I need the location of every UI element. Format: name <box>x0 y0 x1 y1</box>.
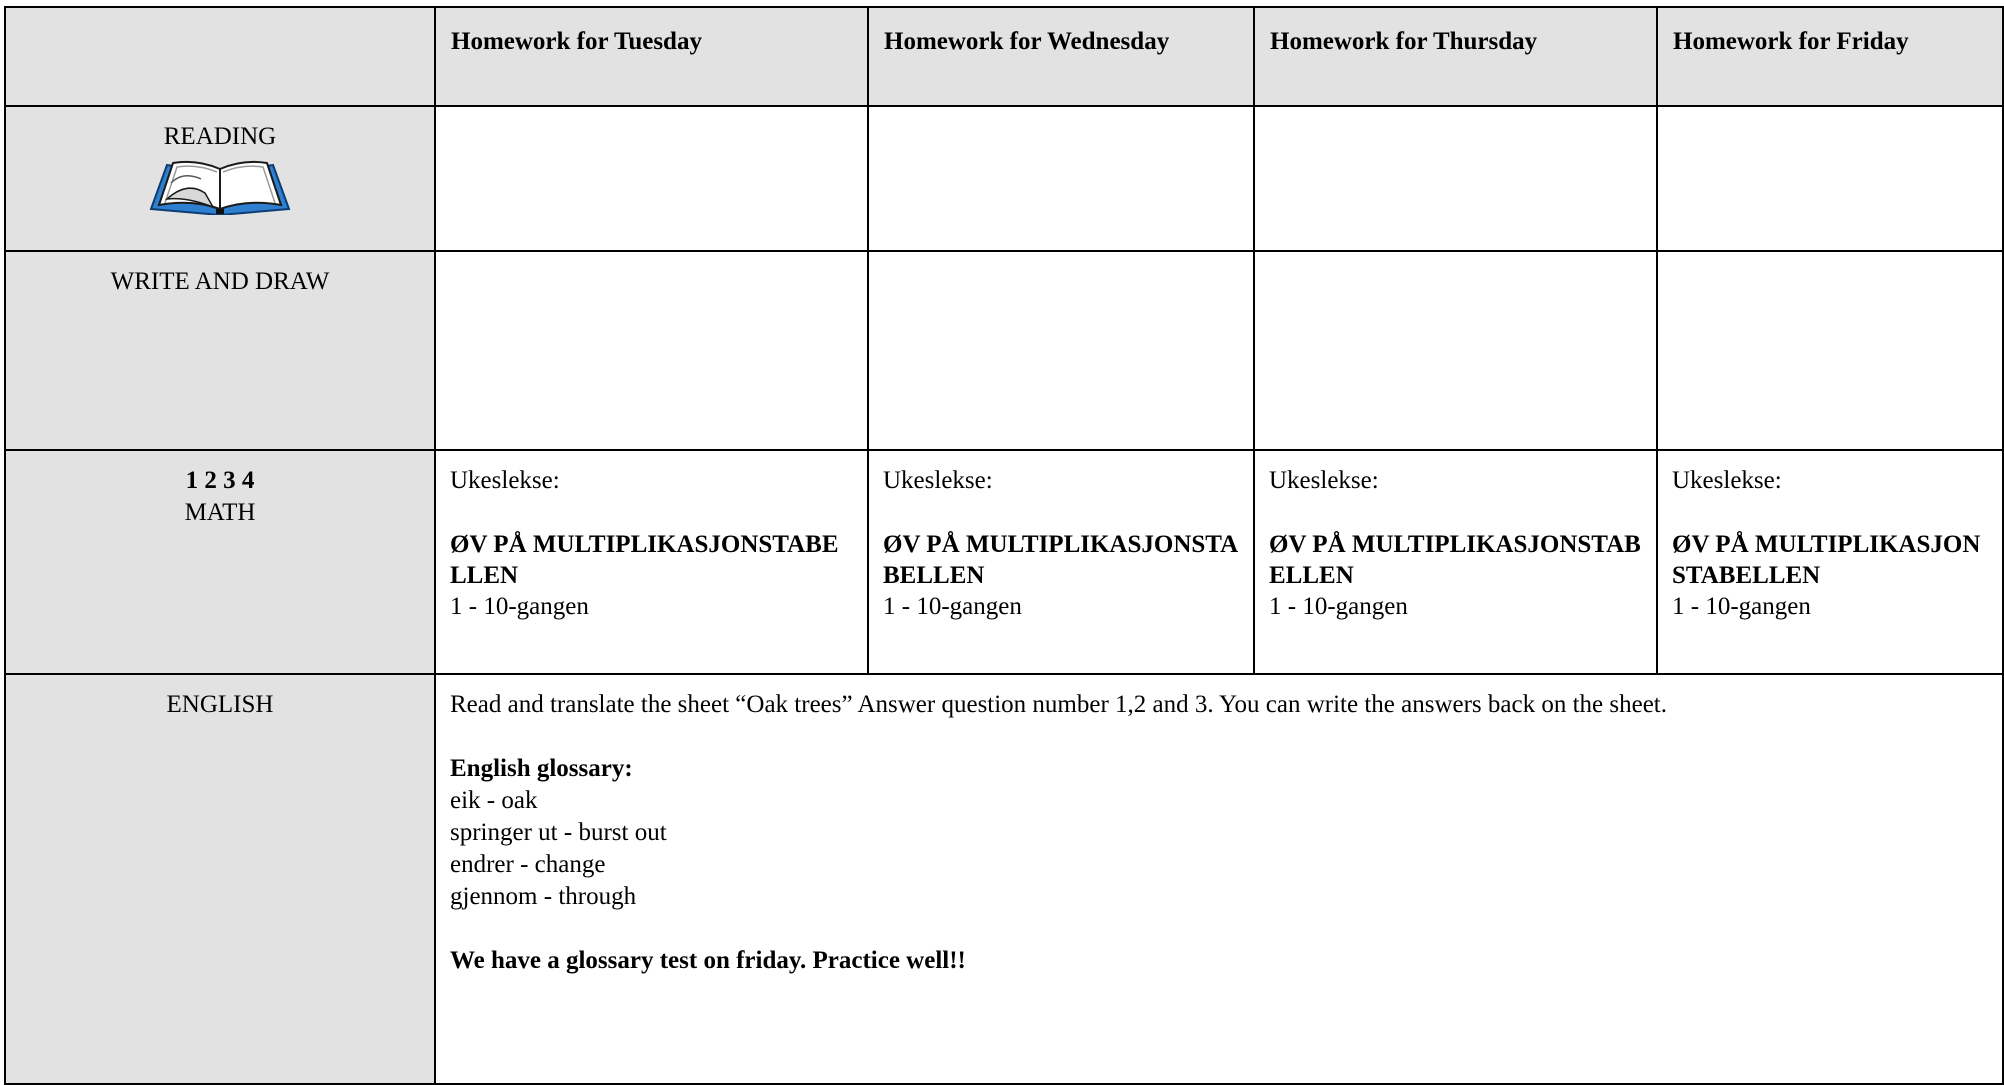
english-label-cell <box>5 674 435 1084</box>
glossary-item: springer ut - burst out <box>450 819 667 846</box>
math-friday-cell <box>1657 450 2003 674</box>
math-tuesday-cell <box>435 450 868 674</box>
header-friday: Homework for Friday <box>1657 7 2003 106</box>
open-book-icon <box>147 159 293 215</box>
math-thursday-cell <box>1254 450 1657 674</box>
math-intro: Ukeslekse: <box>1672 467 1782 494</box>
reading-friday-cell <box>1657 106 2003 251</box>
math-row <box>5 450 2003 674</box>
write-draw-row <box>5 251 2003 450</box>
english-row <box>5 674 2003 1084</box>
reading-tuesday-cell <box>435 106 868 251</box>
math-range: 1 - 10-gangen <box>1269 593 1408 620</box>
math-range: 1 - 10-gangen <box>1672 593 1811 620</box>
math-intro: Ukeslekse: <box>450 467 560 494</box>
math-range: 1 - 10-gangen <box>450 593 589 620</box>
reading-label: READING <box>163 123 277 150</box>
math-label: MATH <box>184 499 256 526</box>
reading-thursday-cell <box>1254 106 1657 251</box>
corner-cell <box>5 7 435 106</box>
header-tuesday: Homework for Tuesday <box>435 7 868 106</box>
homework-table <box>4 6 2004 1085</box>
write-draw-thursday-cell <box>1254 251 1657 450</box>
english-label: ENGLISH <box>166 691 274 718</box>
english-content-cell <box>435 674 2003 1084</box>
english-instruction: Read and translate the sheet “Oak trees” Answer question number 1,2 and 3. You can write the answers back on the sheet. <box>450 691 1668 718</box>
glossary-item: gjennom - through <box>450 883 637 910</box>
math-task: ØV PÅ MULTIPLIKASJONSTABELLEN <box>1269 531 1641 589</box>
math-label-cell <box>5 450 435 674</box>
write-draw-label-cell <box>5 251 435 450</box>
write-draw-friday-cell <box>1657 251 2003 450</box>
glossary-item: endrer - change <box>450 851 606 878</box>
math-wednesday-cell <box>868 450 1254 674</box>
write-draw-label: WRITE AND DRAW <box>110 268 330 295</box>
glossary-test-note: We have a glossary test on friday. Practice well!! <box>450 947 966 974</box>
header-row <box>5 7 2003 106</box>
reading-label-cell <box>5 106 435 251</box>
math-task: ØV PÅ MULTIPLIKASJONSTABELLEN <box>450 531 839 589</box>
math-intro: Ukeslekse: <box>1269 467 1379 494</box>
math-range: 1 - 10-gangen <box>883 593 1022 620</box>
header-thursday: Homework for Thursday <box>1254 7 1657 106</box>
math-intro: Ukeslekse: <box>883 467 993 494</box>
reading-wednesday-cell <box>868 106 1254 251</box>
math-task: ØV PÅ MULTIPLIKASJONSTABELLEN <box>1672 531 1981 589</box>
write-draw-tuesday-cell <box>435 251 868 450</box>
math-numbers-label: 1 2 3 4 <box>185 467 255 494</box>
reading-row <box>5 106 2003 251</box>
glossary-title: English glossary: <box>450 755 633 782</box>
glossary-item: eik - oak <box>450 787 538 814</box>
header-wednesday: Homework for Wednesday <box>868 7 1254 106</box>
math-task: ØV PÅ MULTIPLIKASJONSTABELLEN <box>883 531 1239 589</box>
write-draw-wednesday-cell <box>868 251 1254 450</box>
